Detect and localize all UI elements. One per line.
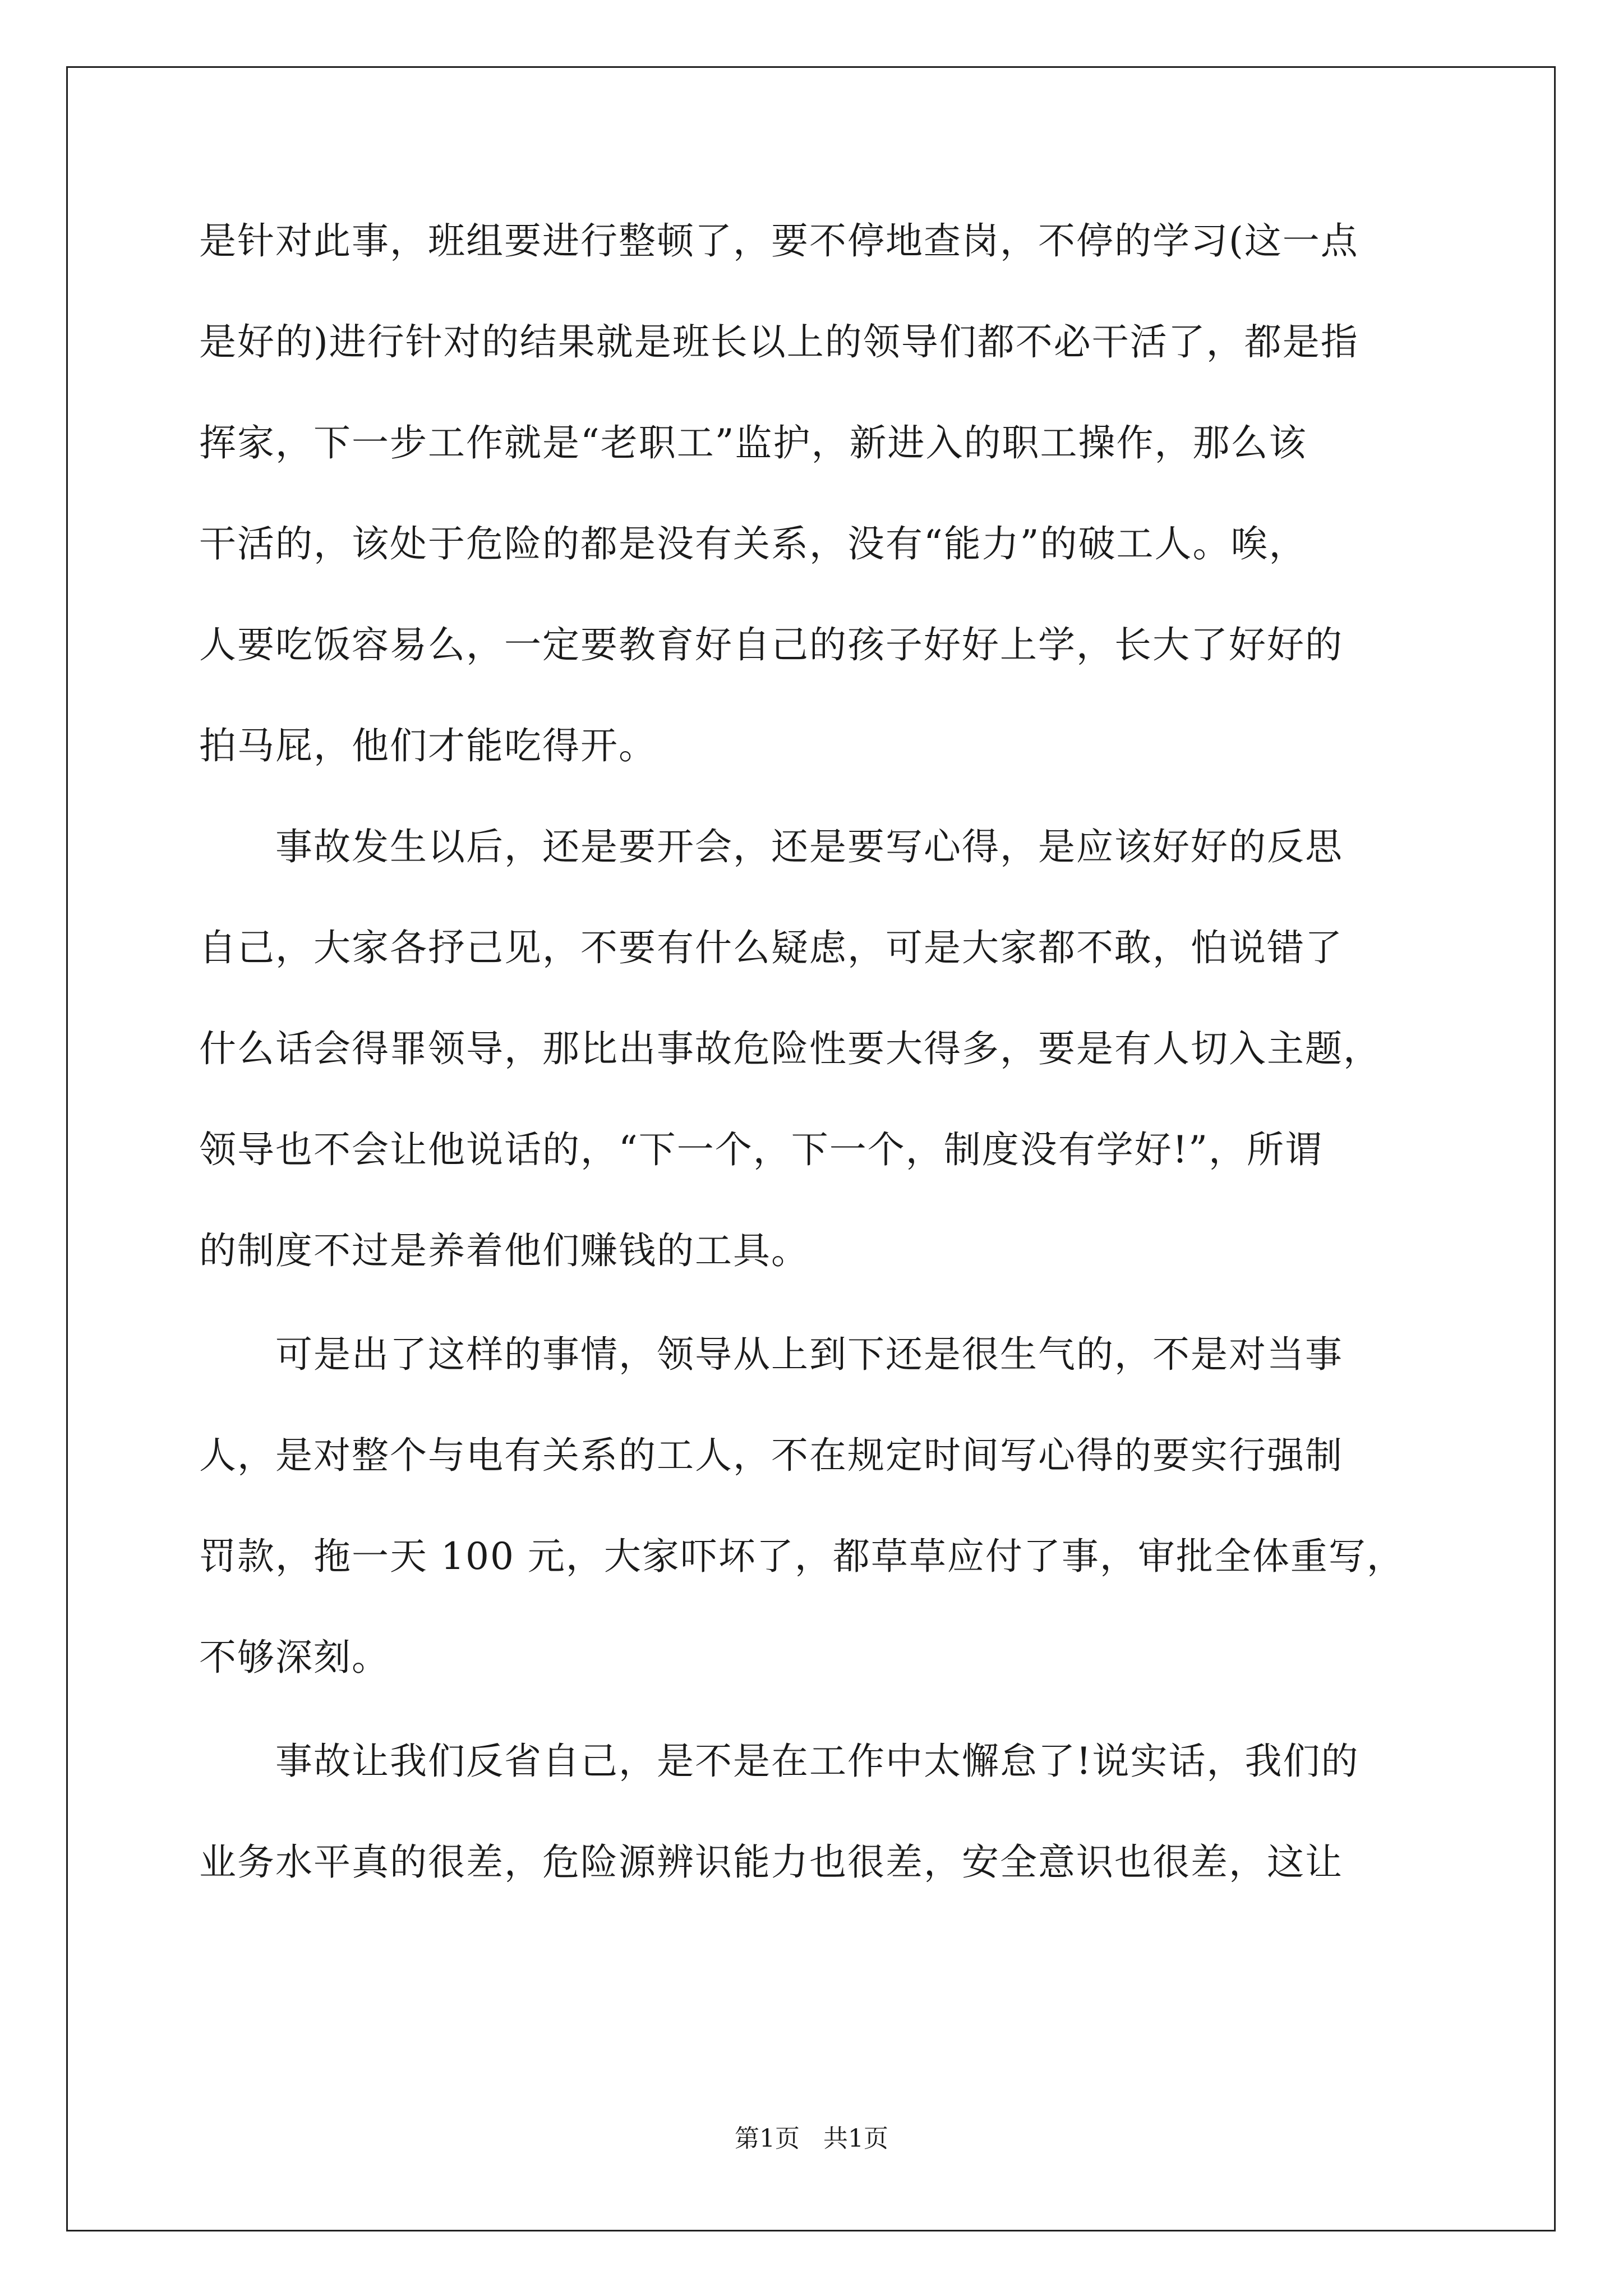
text-line: 事故让我们反省自己，是不是在工作中太懈怠了!说实话，我们的: [199, 1740, 1359, 1783]
text-line: 人要吃饭容易么，一定要教育好自己的孩子好好上学，长大了好好的: [199, 623, 1343, 666]
text-line: 的制度不过是养着他们赚钱的工具。: [199, 1229, 809, 1272]
page-number: 第1页: [735, 2124, 800, 2153]
text-line: 人，是对整个与电有关系的工人，不在规定时间写心得的要实行强制: [199, 1434, 1343, 1477]
page-total: 共1页: [823, 2124, 888, 2153]
text-line: 拍马屁，他们才能吃得开。: [199, 724, 657, 767]
text-line: 什么话会得罪领导，那比出事故危险性要大得多，要是有人切入主题，: [199, 1027, 1381, 1070]
text-line: 是好的)进行针对的结果就是班长以上的领导们都不必干活了，都是指: [199, 320, 1359, 364]
text-line: 是针对此事，班组要进行整顿了，要不停地查岗，不停的学习(这一点: [199, 219, 1359, 263]
text-line: 罚款，拖一天 100 元，大家吓坏了，都草草应付了事，审批全体重写，: [199, 1535, 1405, 1578]
text-line: 自己，大家各抒己见，不要有什么疑虑，可是大家都不敢，怕说错了: [199, 926, 1343, 969]
text-line: 事故发生以后，还是要开会，还是要写心得，是应该好好的反思: [199, 825, 1343, 868]
text-line: 挥家，下一步工作就是“老职工”监护，新进入的职工操作，那么该: [199, 421, 1307, 464]
text-line: 可是出了这样的事情，领导从上到下还是很生气的，不是对当事: [199, 1333, 1343, 1376]
page-footer: [0, 2123, 1623, 2155]
text-line: 干活的，该处于危险的都是没有关系，没有“能力”的破工人。唉，: [199, 522, 1307, 565]
text-line: 不够深刻。: [199, 1636, 390, 1679]
text-line: 业务水平真的很差，危险源辨识能力也很差，安全意识也很差，这让: [199, 1841, 1343, 1884]
text-line: 领导也不会让他说话的，“下一个，下一个，制度没有学好!”，所谓: [199, 1128, 1324, 1171]
